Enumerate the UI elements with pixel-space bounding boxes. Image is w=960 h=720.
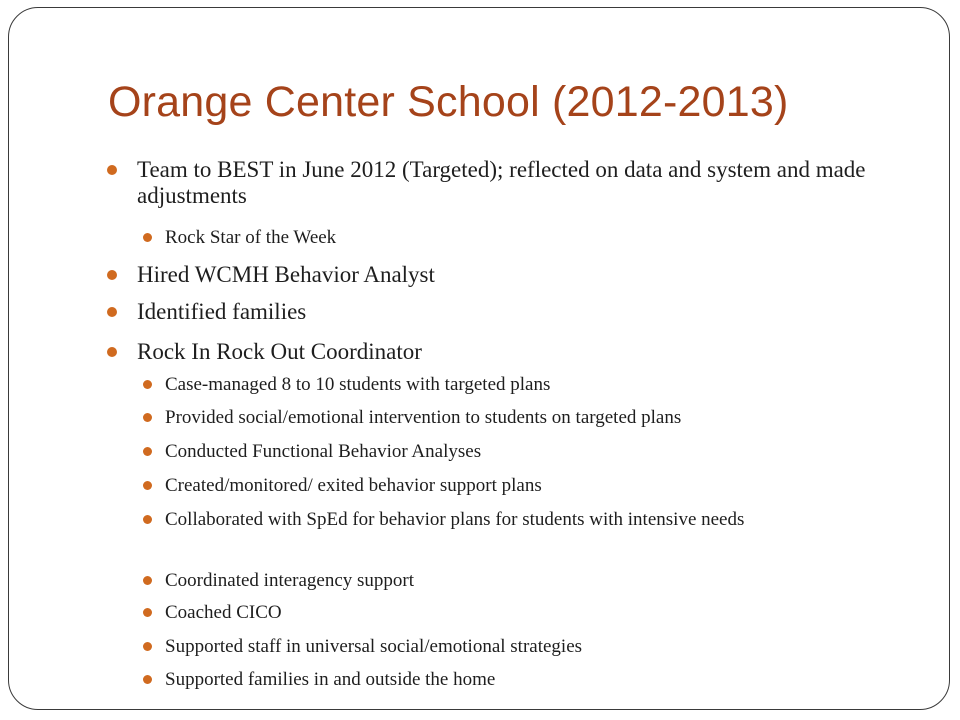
bullet-text: Provided social/emotional intervention to students on targeted plans (165, 407, 682, 428)
sub-bullet-item (165, 509, 905, 531)
sub-bullet-item (165, 570, 905, 592)
bullet-item (137, 339, 897, 365)
sub-bullet-item (165, 374, 905, 396)
slide-title: Orange Center School (2012-2013) (108, 78, 789, 126)
bullet-dot-icon (107, 307, 117, 317)
bullet-dot-icon (143, 233, 152, 242)
bullet-text: Supported families in and outside the home (165, 669, 496, 690)
bullet-text: Case-managed 8 to 10 students with targeted plans (165, 374, 551, 395)
bullet-text: Rock Star of the Week (165, 227, 337, 248)
bullet-dot-icon (143, 675, 152, 684)
bullet-text: Team to BEST in June 2012 (Targeted); reflected on data and system and made adjustments (137, 157, 866, 208)
bullet-dot-icon (107, 165, 117, 175)
bullet-dot-icon (143, 380, 152, 389)
sub-bullet-item (165, 407, 905, 429)
sub-bullet-item (165, 475, 905, 497)
bullet-dot-icon (107, 270, 117, 280)
bullet-text: Coached CICO (165, 602, 282, 623)
sub-bullet-item (165, 669, 905, 691)
bullet-text: Conducted Functional Behavior Analyses (165, 441, 482, 462)
bullet-dot-icon (143, 642, 152, 651)
bullet-item (137, 262, 897, 288)
bullet-text: Supported staff in universal social/emotional strategies (165, 636, 583, 657)
bullet-item (137, 299, 897, 325)
bullet-dot-icon (143, 576, 152, 585)
sub-bullet-item (165, 602, 905, 624)
bullet-text: Coordinated interagency support (165, 570, 415, 591)
bullet-text: Identified families (137, 299, 307, 324)
bullet-dot-icon (107, 347, 117, 357)
bullet-text: Hired WCMH Behavior Analyst (137, 262, 435, 287)
bullet-text: Collaborated with SpEd for behavior plans for students with intensive needs (165, 509, 745, 530)
bullet-text: Created/monitored/ exited behavior support plans (165, 475, 542, 496)
bullet-dot-icon (143, 481, 152, 490)
bullet-text: Rock In Rock Out Coordinator (137, 339, 422, 364)
bullet-dot-icon (143, 413, 152, 422)
sub-bullet-item (165, 227, 905, 249)
sub-bullet-item (165, 636, 905, 658)
bullet-dot-icon (143, 515, 152, 524)
bullet-item (137, 157, 897, 209)
sub-bullet-item (165, 441, 905, 463)
bullet-dot-icon (143, 447, 152, 456)
bullet-dot-icon (143, 608, 152, 617)
